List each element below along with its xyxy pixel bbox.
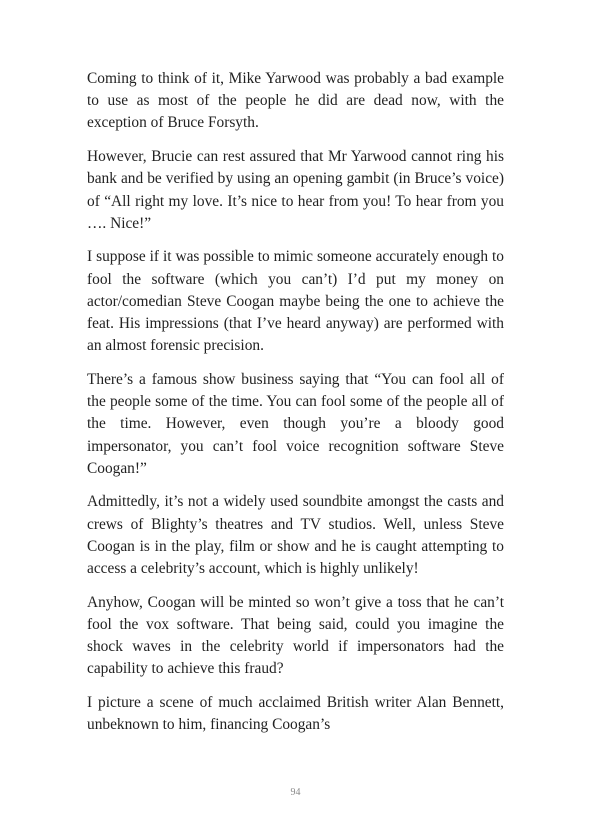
- body-text: [87, 68, 504, 748]
- paragraph-1: Coming to think of it, Mike Yarwood was probably a bad example to use as most of the people he did are dead now, with the exception of Bruce Forsyth.: [87, 70, 504, 132]
- page-number: 94: [290, 787, 301, 798]
- paragraph-6: Anyhow, Coogan will be minted so won’t give a toss that he can’t fool the vox software. That being said, could you imagine the shock waves in the celebrity world if impersonators had the capability to achieve this fraud?: [87, 593, 504, 678]
- paragraph-2: However, Brucie can rest assured that Mr Yarwood cannot ring his bank and be verified by using an opening gambit (in Bruce’s voice) of “All right my love. It’s nice to hear from you! To hear from you …. Nice!”: [87, 148, 504, 232]
- paragraph-7: I picture a scene of much acclaimed British writer Alan Bennett, unbeknown to him, financing Coogan’s: [87, 694, 504, 734]
- paragraph-5: Admittedly, it’s not a widely used soundbite amongst the casts and crews of Blighty’s theatres and TV studios. Well, unless Steve Coogan is in the play, film or show and he is caught attempting to access a celebrity’s account, which is highly unlikely!: [87, 493, 504, 578]
- paragraph-3: I suppose if it was possible to mimic someone accurately enough to fool the software (which you can’t) I’d put my money on actor/comedian Steve Coogan maybe being the one to achieve the feat. His impressions (that I’ve heard anyway) are performed with an almost forensic precision.: [87, 248, 504, 355]
- paragraph-4: There’s a famous show business saying that “You can fool all of the people some of the time. You can fool some of the people all of the time. However, even though you’re a bloody good impersonator, you can’t fool voice recognition software Steve Coogan!”: [87, 370, 504, 477]
